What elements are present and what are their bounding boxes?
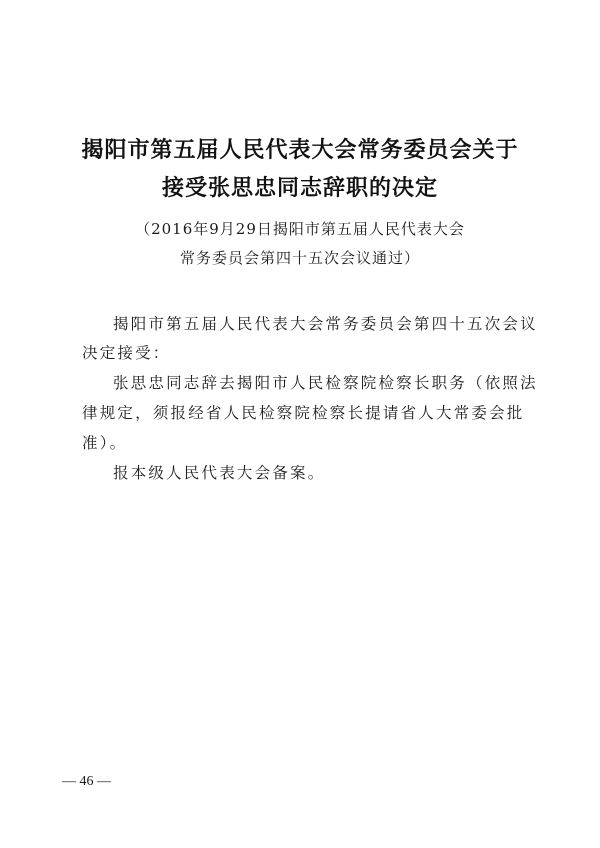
body-line-6: 报本级人民代表大会备案。 <box>113 464 326 482</box>
adoption-note-line-1: （2016年9月29日揭阳市第五届人民代表大会 <box>135 220 465 238</box>
body-line-4: 律规定，须报经省人民检察院检察长提请省人大常委会批 <box>82 404 525 422</box>
body-line-5: 准）。 <box>82 434 128 452</box>
body-line-3: 张思忠同志辞去揭阳市人民检察院检察长职务（依照法 <box>113 374 538 392</box>
document-title-line-1: 揭阳市第五届人民代表大会常务委员会关于 <box>81 137 519 163</box>
document-title-line-2: 接受张思忠同志辞职的决定 <box>161 175 438 201</box>
page-number: — 46 — <box>62 774 111 789</box>
body-line-1: 揭阳市第五届人民代表大会常务委员会第四十五次会议 <box>113 315 538 333</box>
body-line-2: 决定接受： <box>82 344 171 362</box>
adoption-note-line-2: 常务委员会第四十五次会议通过） <box>179 249 420 267</box>
